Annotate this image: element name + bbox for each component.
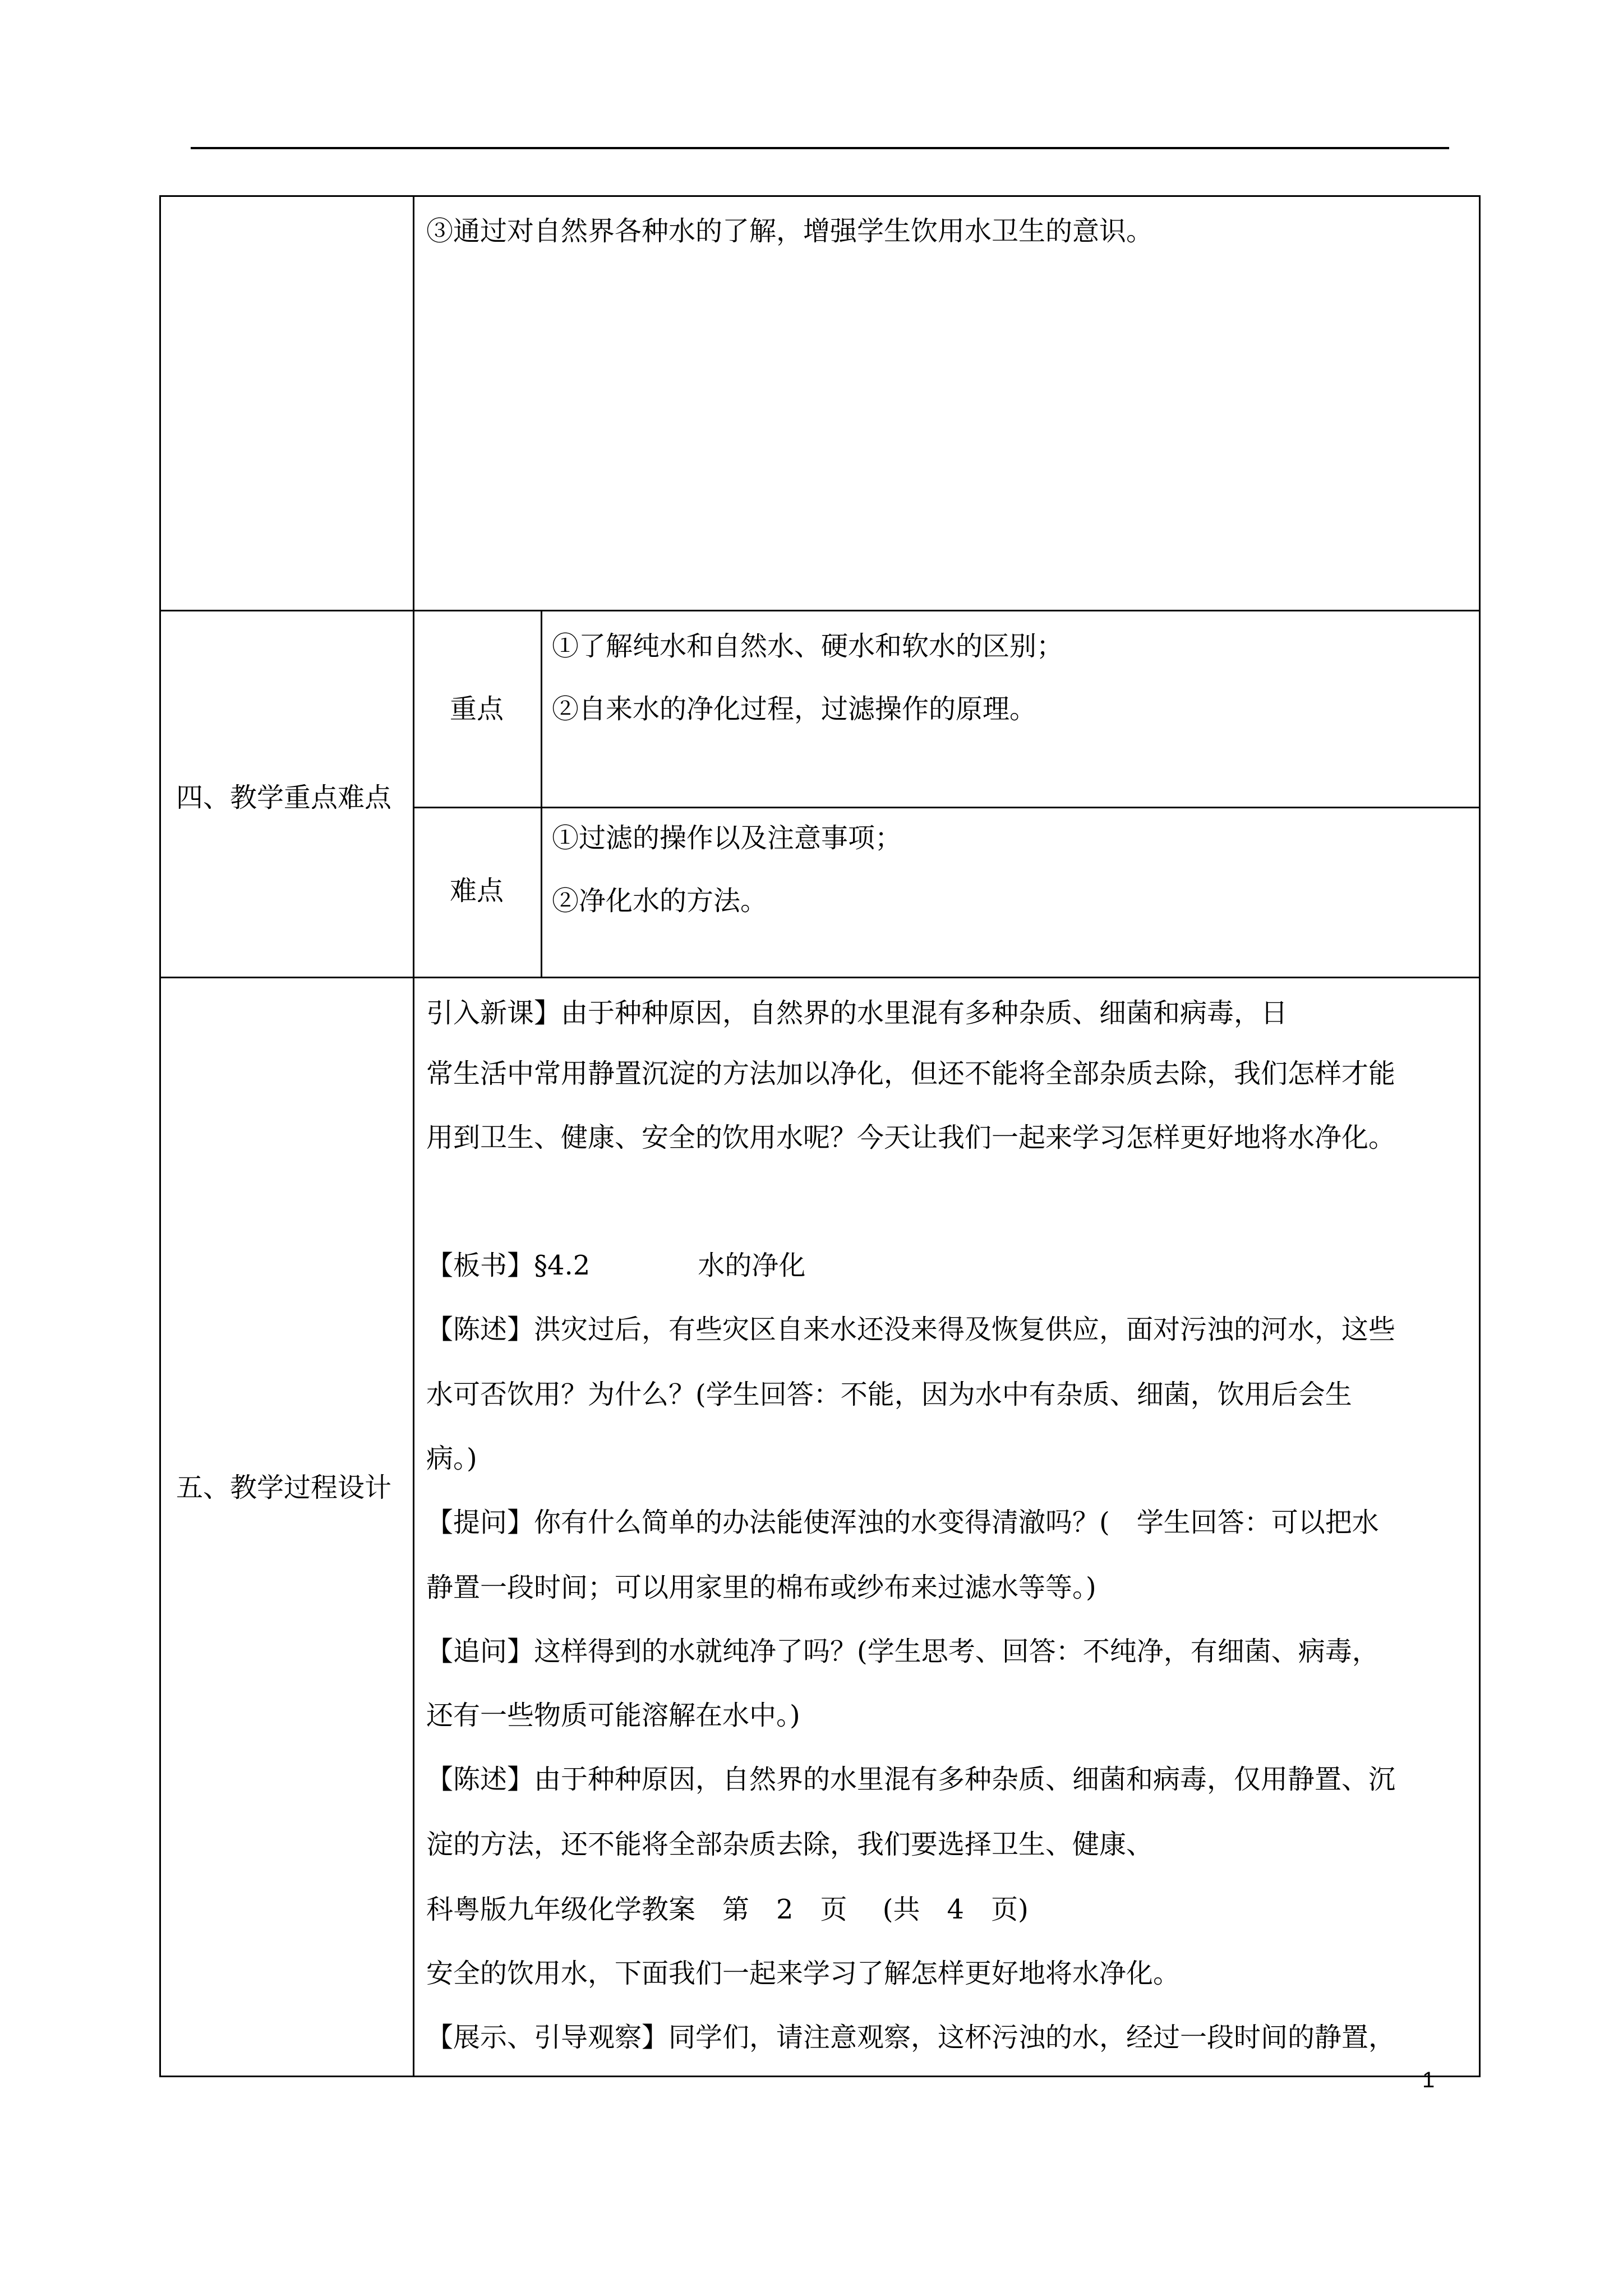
process-line: 【板书】§4.2 水的净化 bbox=[426, 1250, 806, 1281]
column-divider-main bbox=[413, 195, 414, 2077]
process-line: 引入新课】由于种种原因，自然界的水里混有多种杂质、细菌和病毒，日 bbox=[426, 997, 1288, 1029]
process-line: 还有一些物质可能溶解在水中。) bbox=[426, 1700, 800, 1731]
table-border-bottom bbox=[159, 2076, 1481, 2077]
process-line: 【陈述】由于种种原因，自然界的水里混有多种杂质、细菌和病毒，仅用静置、沉 bbox=[426, 1764, 1396, 1795]
process-line: 【展示、引导观察】同学们，请注意观察，这杯污浊的水，经过一段时间的静置， bbox=[426, 2022, 1396, 2053]
objective-item-3: ③通过对自然界各种水的了解，增强学生饮用水卫生的意识。 bbox=[426, 215, 1154, 247]
process-line: 淀的方法，还不能将全部杂质去除，我们要选择卫生、健康、 bbox=[426, 1829, 1154, 1860]
process-line: 病。) bbox=[426, 1443, 477, 1474]
row-divider-section4 bbox=[159, 610, 1481, 611]
row-divider-section5 bbox=[159, 977, 1481, 978]
key-points-label: 重点 bbox=[450, 693, 504, 725]
process-line: 【追问】这样得到的水就纯净了吗？(学生思考、回答：不纯净，有细菌、病毒， bbox=[426, 1636, 1379, 1667]
process-line: 【提问】你有什么简单的办法能使浑浊的水变得清澈吗？( 学生回答：可以把水 bbox=[426, 1507, 1379, 1538]
column-divider-section4 bbox=[541, 610, 542, 977]
process-line: 用到卫生、健康、安全的饮用水呢？今天让我们一起来学习怎样更好地将水净化。 bbox=[426, 1122, 1396, 1153]
difficulty-line: ②净化水的方法。 bbox=[552, 885, 768, 917]
process-line: 常生活中常用静置沉淀的方法加以净化，但还不能将全部杂质去除，我们怎样才能 bbox=[426, 1058, 1396, 1089]
process-line: 水可否饮用？为什么？(学生回答：不能，因为水中有杂质、细菌，饮用后会生 bbox=[426, 1379, 1352, 1410]
key-point-line: ①了解纯水和自然水、硬水和软水的区别； bbox=[552, 631, 1064, 662]
table-border-top bbox=[159, 195, 1481, 197]
difficulties-label: 难点 bbox=[450, 875, 504, 907]
page-number: 1 bbox=[1422, 2068, 1435, 2092]
difficulty-line: ①过滤的操作以及注意事项； bbox=[552, 822, 902, 854]
table-border-right bbox=[1479, 195, 1481, 2077]
process-line: 【陈述】洪灾过后，有些灾区自来水还没来得及恢复供应，面对污浊的河水，这些 bbox=[426, 1314, 1396, 1345]
process-line: 科粤版九年级化学教案 第 2 页 (共 4 页) bbox=[426, 1894, 1029, 1925]
section5-label: 五、教学过程设计 bbox=[176, 1472, 392, 1503]
key-point-line: ②自来水的净化过程，过滤操作的原理。 bbox=[552, 693, 1037, 725]
table-border-left bbox=[159, 195, 161, 2077]
header-rule bbox=[191, 147, 1449, 149]
process-line: 安全的饮用水，下面我们一起来学习了解怎样更好地将水净化。 bbox=[426, 1958, 1181, 1989]
row-divider-difficulties bbox=[413, 807, 1481, 808]
process-line: 静置一段时间；可以用家里的棉布或纱布来过滤水等等。) bbox=[426, 1572, 1096, 1603]
section4-label: 四、教学重点难点 bbox=[176, 782, 392, 813]
